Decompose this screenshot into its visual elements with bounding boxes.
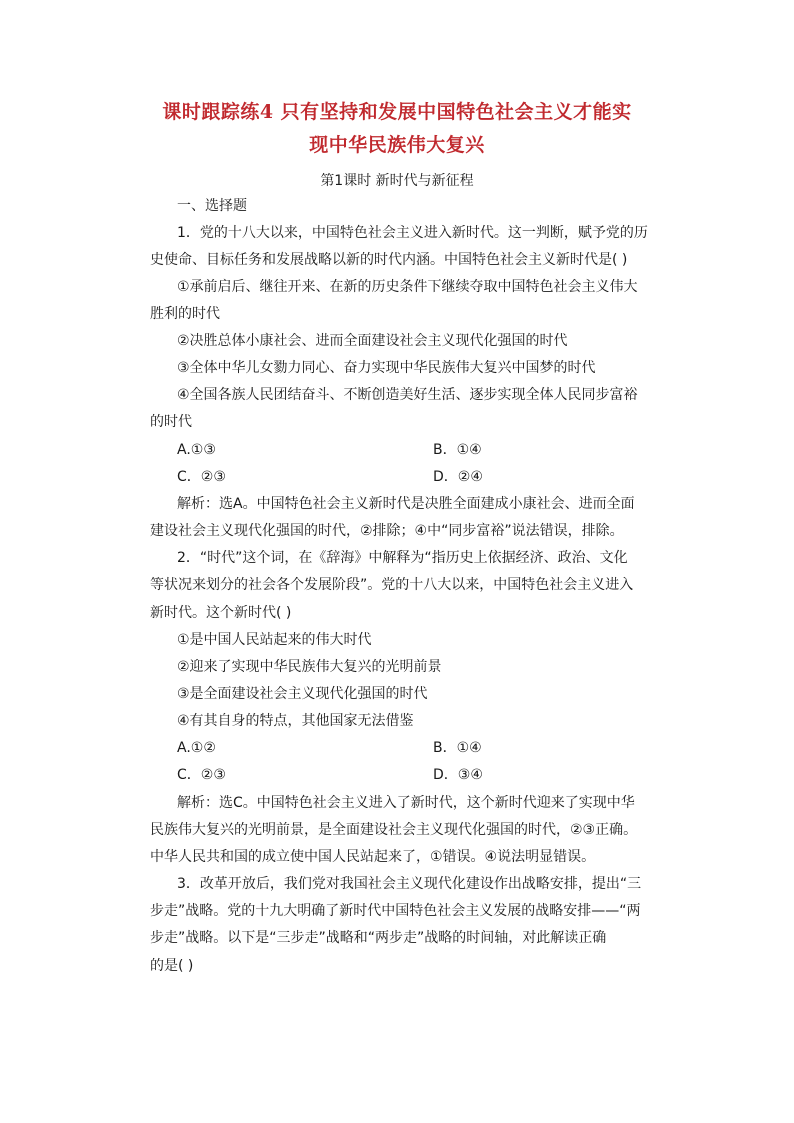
q2-explanation-line-3: 中华人民共和国的成立使中国人民站起来了，①错误。④说法明显错误。 <box>150 849 596 865</box>
page-title-line-2: 现中华民族伟大复兴 <box>309 134 485 156</box>
q1-stem-line-2: 史使命、目标任务和发展战略以新的时代内涵。中国特色社会主义新时代是( ) <box>150 252 628 268</box>
q1-explanation-line-2: 建设社会主义现代化强国的时代，②排除；④中“同步富裕”说法错误，排除。 <box>150 523 624 539</box>
q2-explanation-line-1: 解析：选C。中国特色社会主义进入了新时代，这个新时代迎来了实现中华 <box>177 795 635 811</box>
q1-option-2: ②决胜总体小康社会、进而全面建设社会主义现代化强国的时代 <box>177 333 568 349</box>
lesson-subtitle: 第1课时 新时代与新征程 <box>320 173 474 189</box>
q1-option-4-line-2: 的时代 <box>150 414 192 430</box>
q2-explanation-line-2: 民族伟大复兴的光明前景，是全面建设社会主义现代化强国的时代，②③正确。 <box>150 822 638 838</box>
q3-stem-line-4: 的是( ) <box>150 958 194 974</box>
q1-choice-b: B．①④ <box>433 442 482 458</box>
q3-stem-line-1: 3．改革开放后，我们党对我国社会主义现代化建设作出战略安排，提出“三 <box>177 876 642 892</box>
q1-choice-a: A.①③ <box>177 442 216 458</box>
q1-option-1-line-2: 胜利的时代 <box>150 306 220 322</box>
q1-option-3: ③全体中华儿女勠力同心、奋力实现中华民族伟大复兴中国梦的时代 <box>177 360 596 376</box>
q2-choice-c: C．②③ <box>177 767 226 783</box>
q2-choice-d: D．③④ <box>433 767 483 783</box>
q1-explanation-line-1: 解析：选A。中国特色社会主义新时代是决胜全面建成小康社会、进而全面 <box>177 496 635 512</box>
q2-stem-line-3: 新时代。这个新时代( ) <box>150 605 292 621</box>
q1-choice-c: C．②③ <box>177 469 226 485</box>
q2-choice-a: A.①② <box>177 740 216 756</box>
q2-choice-b: B．①④ <box>433 740 482 756</box>
q2-option-1: ①是中国人民站起来的伟大时代 <box>177 632 372 648</box>
q3-stem-line-3: 步走”战略。以下是“三步走”战略和“两步走”战略的时间轴，对此解读正确 <box>150 930 607 946</box>
q1-option-4-line-1: ④全国各族人民团结奋斗、不断创造美好生活、逐步实现全体人民同步富裕 <box>177 387 638 403</box>
q2-option-2: ②迎来了实现中华民族伟大复兴的光明前景 <box>177 659 442 675</box>
q3-stem-line-2: 步走”战略。党的十九大明确了新时代中国特色社会主义发展的战略安排——“两 <box>150 903 641 919</box>
q2-option-3: ③是全面建设社会主义现代化强国的时代 <box>177 686 428 702</box>
q2-stem-line-1: 2．“时代”这个词，在《辞海》中解释为“指历史上依据经济、政治、文化 <box>177 550 628 566</box>
q1-choice-d: D．②④ <box>433 469 483 485</box>
q2-option-4: ④有其自身的特点，其他国家无法借鉴 <box>177 713 414 729</box>
page-title-line-1: 课时跟踪练4 只有坚持和发展中国特色社会主义才能实 <box>162 101 632 123</box>
q1-option-1-line-1: ①承前启后、继往开来、在新的历史条件下继续夺取中国特色社会主义伟大 <box>177 279 638 295</box>
section-heading: 一、选择题 <box>177 198 247 214</box>
q2-stem-line-2: 等状况来划分的社会各个发展阶段”。党的十八大以来，中国特色社会主义进入 <box>150 577 634 593</box>
q1-stem-line-1: 1．党的十八大以来，中国特色社会主义进入新时代。这一判断，赋予党的历 <box>177 225 648 241</box>
